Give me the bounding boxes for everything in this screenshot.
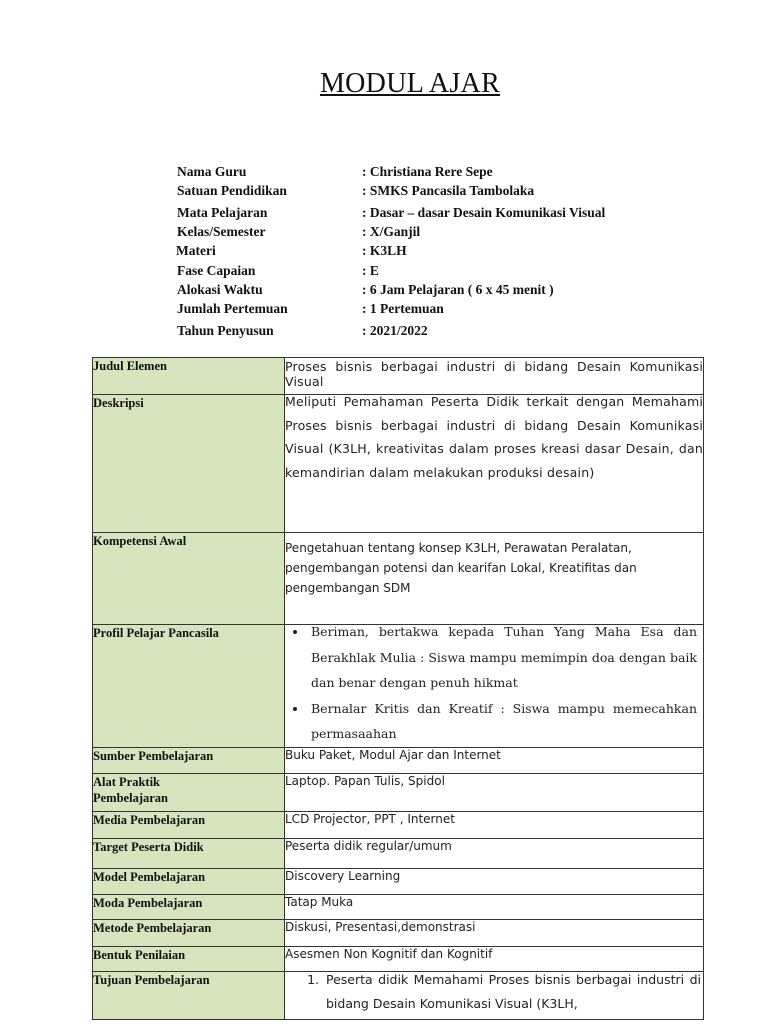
judul-elemen-text: Proses bisnis berbagai industri di bidang Desain Komunikasi Visual bbox=[285, 359, 703, 389]
table-row-sumber bbox=[93, 747, 704, 773]
row-label: Deskripsi bbox=[93, 395, 285, 533]
row-label: Sumber Pembelajaran bbox=[93, 747, 285, 773]
row-label: Moda Pembelajaran bbox=[93, 894, 285, 919]
row-value bbox=[285, 971, 704, 1019]
list-item: • Bernalar Kritis dan Kreatif : Siswa mampu memecahkan permasaahan bbox=[308, 696, 697, 747]
info-value: : 6 Jam Pelajaran ( 6 x 45 menit ) bbox=[362, 282, 554, 297]
list-item: 1. Peserta didik Memahami Proses bisnis berbagai industri di bidang Desain Komunikasi Visual (K3LH, bbox=[323, 968, 701, 1016]
table-row-deskripsi bbox=[93, 395, 704, 533]
kompetensi-awal-text: Pengetahuan tentang konsep K3LH, Perawatan Peralatan, pengembangan potensi dan kearifan Lokal, Kreatifitas dan pengembangan SDM bbox=[285, 541, 637, 595]
row-value bbox=[285, 625, 704, 748]
document-title: MODUL AJAR bbox=[319, 68, 501, 99]
table-row-media bbox=[93, 811, 704, 838]
info-label: Fase Capaian bbox=[177, 263, 256, 278]
row-label: Alat Praktik Pembelajaran bbox=[93, 773, 285, 811]
row-value: LCD Projector, PPT , Internet bbox=[285, 811, 704, 838]
row-label: Judul Elemen bbox=[93, 358, 285, 395]
table-row-kompetensi-awal bbox=[93, 533, 704, 625]
info-value: : 2021/2022 bbox=[362, 323, 428, 338]
row-label: Bentuk Penilaian bbox=[93, 946, 285, 971]
tujuan-list bbox=[285, 968, 701, 1016]
row-label: Tujuan Pembelajaran bbox=[93, 971, 285, 1019]
row-value: Discovery Learning bbox=[285, 868, 704, 894]
info-value: : K3LH bbox=[362, 243, 407, 258]
row-label: Media Pembelajaran bbox=[93, 811, 285, 838]
deskripsi-text: Meliputi Pemahaman Peserta Didik terkait dengan Memahami Proses bisnis berbagai industri di bidang Desain Komunikasi Visual (K3LH, kreativitas dalam proses kreasi dasar Desain, dan kemandirian dalam melakukan produksi desain) bbox=[285, 394, 703, 480]
row-label: Kompetensi Awal bbox=[93, 533, 285, 625]
info-label: Alokasi Waktu bbox=[177, 282, 263, 297]
row-value bbox=[285, 358, 704, 395]
info-label: Mata Pelajaran bbox=[177, 205, 268, 220]
row-value: Buku Paket, Modul Ajar dan Internet bbox=[285, 747, 704, 773]
info-label: Materi bbox=[176, 243, 216, 258]
row-value bbox=[285, 533, 704, 625]
row-label: Target Peserta Didik bbox=[93, 838, 285, 868]
info-label: Jumlah Pertemuan bbox=[177, 301, 288, 316]
info-label: Satuan Pendidikan bbox=[177, 183, 287, 198]
table-row-tujuan bbox=[93, 971, 704, 1019]
row-value bbox=[285, 395, 704, 533]
row-value: Asesmen Non Kognitif dan Kognitif bbox=[285, 946, 704, 971]
table-row-model bbox=[93, 868, 704, 894]
info-value: : X/Ganjil bbox=[362, 224, 421, 239]
module-table bbox=[92, 357, 704, 1020]
info-label: Kelas/Semester bbox=[177, 224, 266, 239]
table-row-moda bbox=[93, 894, 704, 919]
row-value: Peserta didik regular/umum bbox=[285, 838, 704, 868]
info-value: : SMKS Pancasila Tambolaka bbox=[362, 183, 535, 198]
info-label: Nama Guru bbox=[177, 164, 247, 179]
row-value: Laptop. Papan Tulis, Spidol bbox=[285, 773, 704, 811]
row-label: Metode Pembelajaran bbox=[93, 919, 285, 946]
info-value: : Dasar – dasar Desain Komunikasi Visual bbox=[362, 205, 606, 220]
list-item: • Beriman, bertakwa kepada Tuhan Yang Maha Esa dan Berakhlak Mulia : Siswa mampu memimpin doa dengan baik dan benar dengan penuh hikmat bbox=[308, 619, 697, 696]
info-value: : Christiana Rere Sepe bbox=[362, 164, 493, 179]
row-label: Profil Pelajar Pancasila bbox=[93, 625, 285, 748]
row-value: Diskusi, Presentasi,demonstrasi bbox=[285, 919, 704, 946]
table-row-alat bbox=[93, 773, 704, 811]
table-row-metode bbox=[93, 919, 704, 946]
row-value: Tatap Muka bbox=[285, 894, 704, 919]
table-row-target bbox=[93, 838, 704, 868]
table-row-profil-pelajar bbox=[93, 625, 704, 748]
info-value: : E bbox=[362, 263, 379, 278]
info-label: Tahun Penyusun bbox=[177, 323, 274, 338]
profil-list bbox=[285, 619, 697, 747]
table-row-judul-elemen bbox=[93, 358, 704, 395]
row-label: Model Pembelajaran bbox=[93, 868, 285, 894]
info-value: : 1 Pertemuan bbox=[362, 301, 444, 316]
